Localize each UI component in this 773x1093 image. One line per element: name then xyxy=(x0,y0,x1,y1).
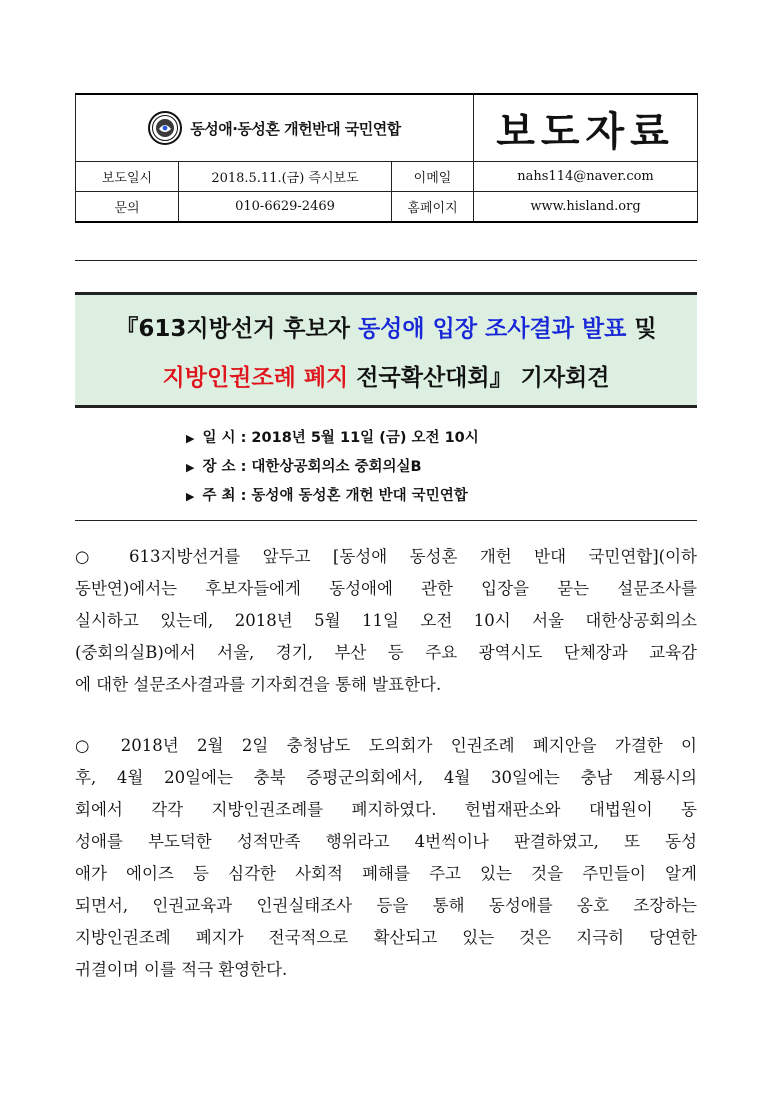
headline-banner xyxy=(75,292,697,408)
press-title-cell xyxy=(474,94,698,162)
paragraph-line: 애가 에이즈 등 심각한 사회적 폐해를 주고 있는 것을 주민들이 알게 xyxy=(75,864,697,883)
paragraph-line: 실시하고 있는데, 2018년 5월 11일 오전 10시 서울 대한상공회의소 xyxy=(75,611,697,630)
divider-rule xyxy=(75,260,697,261)
paragraph-line: 에 대한 설문조사결과를 기자회견을 통해 발표한다. xyxy=(75,675,442,694)
paragraph-line: (중회의실B)에서 서울, 경기, 부산 등 주요 광역시도 단체장과 교육감 xyxy=(75,643,697,662)
label-homepage: 홈페이지 xyxy=(392,192,474,223)
paragraph-line: 동반연)에서는 후보자들에게 동성애에 관한 입장을 묻는 설문조사를 xyxy=(75,579,697,598)
event-info-item xyxy=(186,453,479,482)
event-location: 장 소 : 대한상공회의소 중회의실B xyxy=(202,459,422,475)
label-inquiry: 문의 xyxy=(76,192,179,223)
divider-rule xyxy=(75,520,697,521)
paragraph-line: 되면서, 인권교육과 인권실태조사 등을 통해 동성애를 옹호 조장하는 xyxy=(75,896,697,915)
org-name: 동성애·동성혼 개헌반대 국민연합 xyxy=(190,119,401,138)
headline-text: 전국확산대회』 기자회견 xyxy=(348,365,610,391)
value-phone: 010-6629-2469 xyxy=(179,192,392,223)
value-release-date: 2018.5.11.(금) 즉시보도 xyxy=(179,162,392,192)
value-homepage[interactable]: www.hisland.org xyxy=(474,192,698,223)
paragraph-line: 귀결이며 이를 적극 환영한다. xyxy=(75,960,288,979)
paragraph-line: ○ 2018년 2월 2일 충청남도 도의회가 인권조례 폐지안을 가결한 이 xyxy=(75,736,697,755)
label-release-date: 보도일시 xyxy=(76,162,179,192)
label-email: 이메일 xyxy=(392,162,474,192)
paragraph-line: ○ 613지방선거를 앞두고 [동성애 동성혼 개헌 반대 국민연합](이하 xyxy=(75,547,697,566)
event-info-list xyxy=(186,424,479,511)
headline-line-1 xyxy=(75,310,697,343)
headline-highlight-blue: 동성애 입장 조사결과 발표 xyxy=(357,316,627,342)
event-date: 일 시 : 2018년 5월 11일 (금) 오전 10시 xyxy=(202,430,479,446)
triangle-right-icon: ▶ xyxy=(186,490,195,503)
body-paragraph-2 xyxy=(75,730,697,986)
paragraph-line: 지방인권조례 폐지가 전국적으로 확산되고 있는 것은 지극히 당연한 xyxy=(75,928,697,947)
press-header-table xyxy=(75,93,698,223)
headline-text: 『613지방선거 후보자 xyxy=(115,316,358,342)
press-release-title: 보도자료 xyxy=(496,107,675,155)
event-info-item xyxy=(186,424,479,453)
paragraph-line: 회에서 각각 지방인권조례를 폐지하였다. 헌법재판소와 대법원이 동 xyxy=(75,800,697,819)
event-host: 주 최 : 동성애 동성혼 개헌 반대 국민연합 xyxy=(202,488,468,504)
org-cell xyxy=(76,94,474,162)
triangle-right-icon: ▶ xyxy=(186,432,195,445)
body-paragraph-1 xyxy=(75,541,697,701)
headline-text: 및 xyxy=(626,316,657,342)
triangle-right-icon: ▶ xyxy=(186,461,195,474)
headline-line-2 xyxy=(75,359,697,392)
headline-highlight-red: 지방인권조례 폐지 xyxy=(162,365,349,391)
paragraph-line: 후, 4월 20일에는 충북 증평군의회에서, 4월 30일에는 충남 계룡시의 xyxy=(75,768,697,787)
value-email[interactable]: nahs114@naver.com xyxy=(474,162,698,192)
event-info-item xyxy=(186,482,479,511)
organization-emblem-icon xyxy=(148,111,182,145)
paragraph-line: 성애를 부도덕한 성적만족 행위라고 4번씩이나 판결하였고, 또 동성 xyxy=(75,832,697,851)
